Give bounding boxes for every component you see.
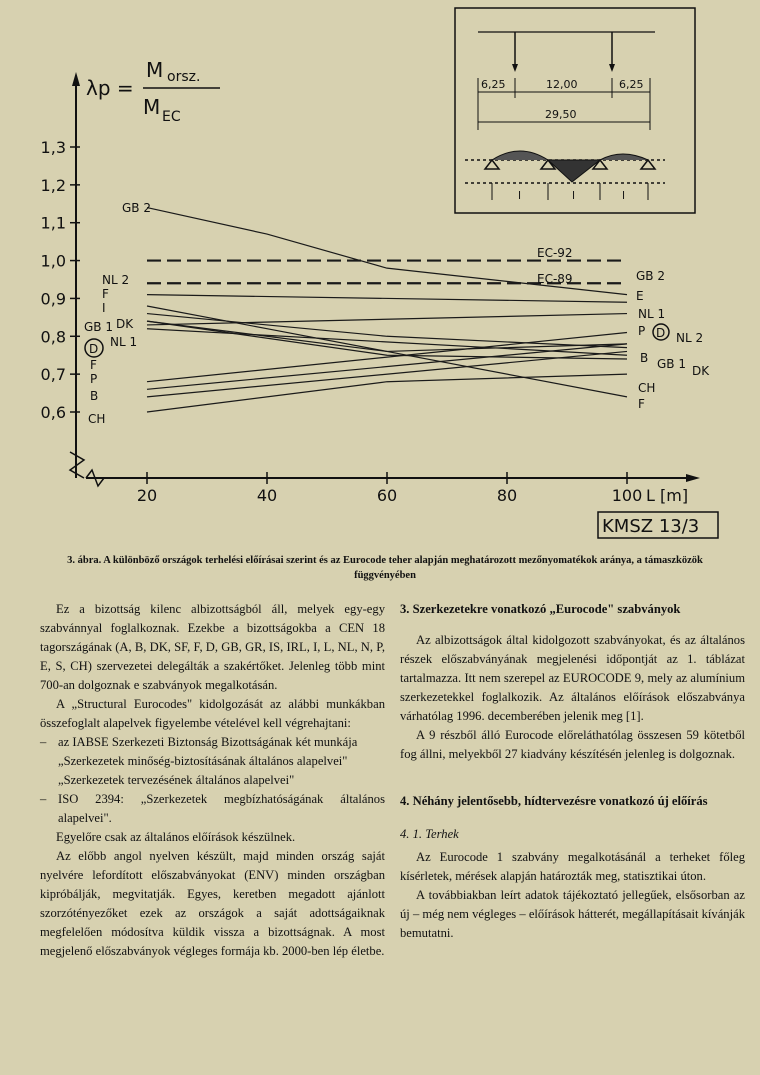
label-right-nl2: NL 2 [676, 331, 704, 345]
right-column [400, 600, 745, 943]
series-line-e [147, 295, 627, 303]
inset-span-2: l [572, 189, 576, 202]
label-right-e: E [636, 289, 644, 303]
inset-dim-2: 12,00 [546, 78, 578, 91]
y-tick-label: 1,0 [40, 251, 66, 271]
paragraph: A „Structural Eurocodes" kidolgozását az alábbi munkákban összefoglalt alapelvek figyelembe vételével kell végrehajtani: [40, 697, 385, 730]
list-subitem: „Szerkezetek minőség-biztosításának általános alapelvei" [58, 754, 348, 768]
inset-dim-1: 6,25 [481, 78, 506, 91]
y-tick-label: 0,6 [40, 403, 66, 422]
label-right-ec92: EC-92 [537, 246, 573, 260]
formula-den-sub: EC [162, 109, 181, 125]
subsection-heading: 4. 1. Terhek [400, 827, 459, 841]
section-heading: 3. Szerkezetekre vonatkozó „Eurocode" szabványok [400, 602, 681, 616]
label-right-gb1: GB 1 [657, 357, 686, 371]
y-tick-label: 1,3 [40, 138, 66, 157]
label-left-gb2: GB 2 [122, 201, 151, 215]
formula [86, 58, 220, 125]
label-left-nl1: NL 1 [110, 335, 138, 349]
left-column [40, 600, 385, 961]
series-lines [147, 208, 627, 412]
label-left-b: B [90, 389, 99, 403]
y-tick-label: 0,8 [40, 327, 66, 347]
axes [70, 72, 700, 486]
label-right-ec89: EC-89 [537, 272, 573, 286]
label-right-ch: CH [638, 381, 656, 395]
label-left-d: D [89, 342, 99, 356]
y-tick-label: 0,9 [40, 289, 66, 309]
y-tick-label: 1,1 [40, 213, 66, 233]
left-series-labels [84, 201, 151, 426]
label-left-p: P [90, 372, 98, 386]
paragraph: A 9 részből álló Eurocode előreláthatólag összesen 59 kötetből fog állni, melyekből 27 kiadvány készítésén jelenleg is dolgoznak. [400, 728, 745, 761]
label-left-f: F [102, 287, 109, 301]
x-tick-label: 60 [376, 486, 398, 505]
x-axis-label: L [m] [646, 486, 689, 505]
x-tick-label: 40 [256, 486, 278, 505]
x-tick-label: 80 [496, 486, 518, 505]
label-right-gb2: GB 2 [636, 269, 665, 283]
paragraph: Az albizottságok által kidolgozott szabványokat, és az általános részek előszabványának megjelenési időpontját az 1. táblázat tartalmazza. Itt nem szerepel az EUROCODE 9, mely az alumínium szerkezetekkel foglalkozik. Az általános előírások előszabványa várhatólag 1996. decemberében jelenik meg [1]. [400, 633, 745, 723]
label-right-dk: DK [692, 364, 710, 378]
x-axis-ticks [137, 472, 642, 505]
inset-span-1: l [518, 189, 522, 202]
stamp [598, 512, 718, 538]
paragraph: Az előbb angol nyelven készült, majd minden ország saját nyelvére lefordított előszabványokat (ENV) minden országban kipróbálják, megvitatják. Egyes, keretben megadott ajánlott szorzótényezőket ezek az országok a saját adottságaiknak megfelelően módosítva küldik vissza a bizottságnak. A most megjelenő előszabványok végleges formája kb. 2000-ben lép életbe. [40, 849, 385, 958]
x-tick-label: 20 [136, 486, 158, 505]
label-left-ch: CH [88, 412, 106, 426]
label-right-p: P [638, 324, 646, 338]
list-item: – az IABSE Szerkezeti Biztonság Bizottságának két munkája [40, 735, 358, 749]
y-tick-label: 1,2 [40, 175, 66, 195]
series-line-ch [147, 374, 627, 412]
inset-total: 29,50 [545, 108, 577, 121]
label-left-f2: F [90, 358, 97, 372]
label-right-d: D [656, 326, 666, 340]
y-tick-label: 0,7 [40, 365, 66, 385]
label-right-nl1: NL 1 [638, 307, 666, 321]
paragraph: Ez a bizottság kilenc albizottságból áll, melyek egy-egy szabvánnyal foglalkoznak. Ezekbe a bizottságokba a CEN 18 tagországának (A, B, DK, SF, F, D, GB, GR, IS, IRL, I, L, NL, N, P, E, S, CH) szervezetei delegálták a szakértőket. Jelenleg több mint 700-an dolgoznak e szabványok megalkotásán. [40, 602, 385, 692]
stamp-text: KMSZ 13/3 [602, 516, 700, 537]
label-left-dk: DK [116, 317, 134, 331]
paragraph: Egyelőre csak az általános előírások készülnek. [56, 830, 296, 844]
formula-num: M [146, 58, 164, 82]
paragraph: Az Eurocode 1 szabvány megalkotásánál a terheket főleg kísérletek, mérések alapján határozták meg, statisztikai úton. [400, 850, 745, 883]
y-axis-ticks [41, 138, 80, 422]
label-right-b: B [640, 351, 649, 365]
inset-dim-3: 6,25 [619, 78, 644, 91]
list-item: – ISO 2394: „Szerkezetek megbízhatóságának általános alapelvei". [40, 792, 385, 825]
label-right-f: F [638, 397, 645, 411]
x-tick-label: 100 [611, 486, 643, 505]
label-left-gb1: GB 1 [84, 320, 113, 334]
formula-num-sub: orsz. [167, 69, 201, 85]
section-heading: 4. Néhány jelentősebb, hídtervezésre vonatkozó új előírás [400, 794, 708, 808]
inset-span-3: l [622, 189, 626, 202]
inset-diagram [455, 8, 695, 213]
formula-den: M [143, 95, 161, 119]
figure-caption: 3. ábra. A különböző országok terhelési előírásai szerint és az Eurocode teher alapján meghatározott mezőnyomatékok aránya, a támaszközök függvényében [67, 555, 703, 581]
list-subitem: „Szerkezetek tervezésének általános alapelvei" [58, 773, 295, 787]
right-series-labels [537, 246, 710, 411]
paragraph: A továbbiakban leírt adatok tájékoztató jellegűek, elsősorban az új – még nem végleges – előírások hátterét, megállapításait kívánják bemutatni. [400, 888, 745, 940]
label-left-nl2: NL 2 [102, 273, 130, 287]
formula-lhs: λp = [86, 76, 134, 100]
label-left-i: I [102, 301, 106, 315]
